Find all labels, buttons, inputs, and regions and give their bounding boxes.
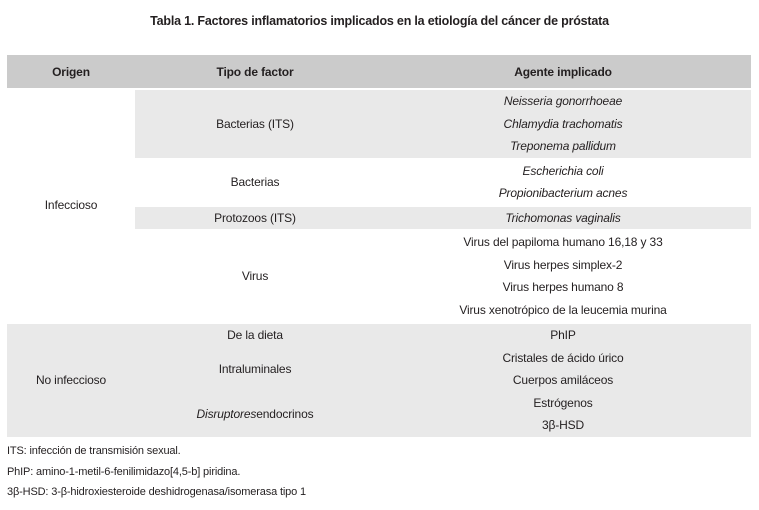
agent-cell: Neisseria gonorrhoeae [503,94,623,109]
factor-label: Virus [241,269,269,283]
footnote-line-phip: PhIP: amino-1-metil-6-fenilimidazo[4,5-b] piridina. [7,465,241,478]
origin-section [7,324,751,437]
origin-section [7,88,751,321]
factor-group [135,324,751,347]
table [7,55,751,437]
agent-list [375,160,751,205]
footnote-line-its: ITS: infección de transmisión sexual. [7,445,181,457]
agent-cell: PhIP [550,328,576,343]
footnotes [7,441,306,503]
agent-cell: Virus herpes humano 8 [502,280,624,295]
table-body [7,88,751,437]
factor-group [135,392,751,437]
agent-list [375,207,751,230]
footnote-line-3bhsd: 3β-HSD: 3-β-hidroxiesteroide deshidrogenasa/isomerasa tipo 1 [7,486,306,498]
agent-list [375,392,751,437]
factor-label: Disruptores [196,407,257,421]
origin-cell: No infeccioso [35,373,107,388]
factor-label: Intraluminales [218,362,292,376]
factor-label: Protozoos (ITS) [214,210,296,225]
agent-cell: Virus xenotrópico de la leucemia murina [459,302,667,317]
factor-group [135,347,751,392]
header-cell-tipo-de-factor: Tipo de factor [216,64,294,79]
factor-cell [135,207,375,230]
agent-cell: Cristales de ácido úrico [502,350,624,365]
factor-cell [135,347,375,392]
agent-cell: Estrógenos [533,395,593,410]
factor-cell [135,392,375,437]
factor-groups [135,324,751,437]
agent-cell: Virus del papiloma humano 16,18 y 33 [463,235,663,250]
table-header-row [7,55,751,88]
agent-list [375,324,751,347]
factor-group [135,90,751,158]
agent-cell: Chlamydia trachomatis [503,116,623,131]
factor-cell [135,160,375,205]
agent-cell: Cuerpos amiláceos [512,373,614,388]
agent-list [375,347,751,392]
table-title: Tabla 1. Factores inflamatorios implicados en la etiología del cáncer de próstata [150,14,609,28]
agent-list [375,231,751,321]
factor-label: endocrinos [256,407,314,421]
agent-cell: Virus herpes simplex-2 [503,257,623,272]
factor-group [135,231,751,321]
agent-cell: Treponema pallidum [510,139,616,154]
factor-label: Bacterias [230,175,280,189]
agent-cell: Escherichia coli [522,163,604,178]
origin-cell: Infeccioso [44,197,98,212]
header-cell-agente-implicado: Agente implicado [514,64,612,79]
factor-cell [135,231,375,321]
agent-list [375,90,751,158]
factor-groups [135,88,751,321]
factor-cell [135,324,375,347]
factor-group [135,207,751,230]
agent-cell: Trichomonas vaginalis [505,210,621,225]
factor-label: De la dieta [227,328,283,343]
factor-label: Bacterias (ITS) [216,116,294,131]
agent-cell: Propionibacterium acnes [498,186,628,201]
factor-group [135,160,751,205]
factor-cell [135,90,375,158]
header-cell-origen: Origen [52,64,90,79]
agent-cell: 3β-HSD [541,418,584,433]
